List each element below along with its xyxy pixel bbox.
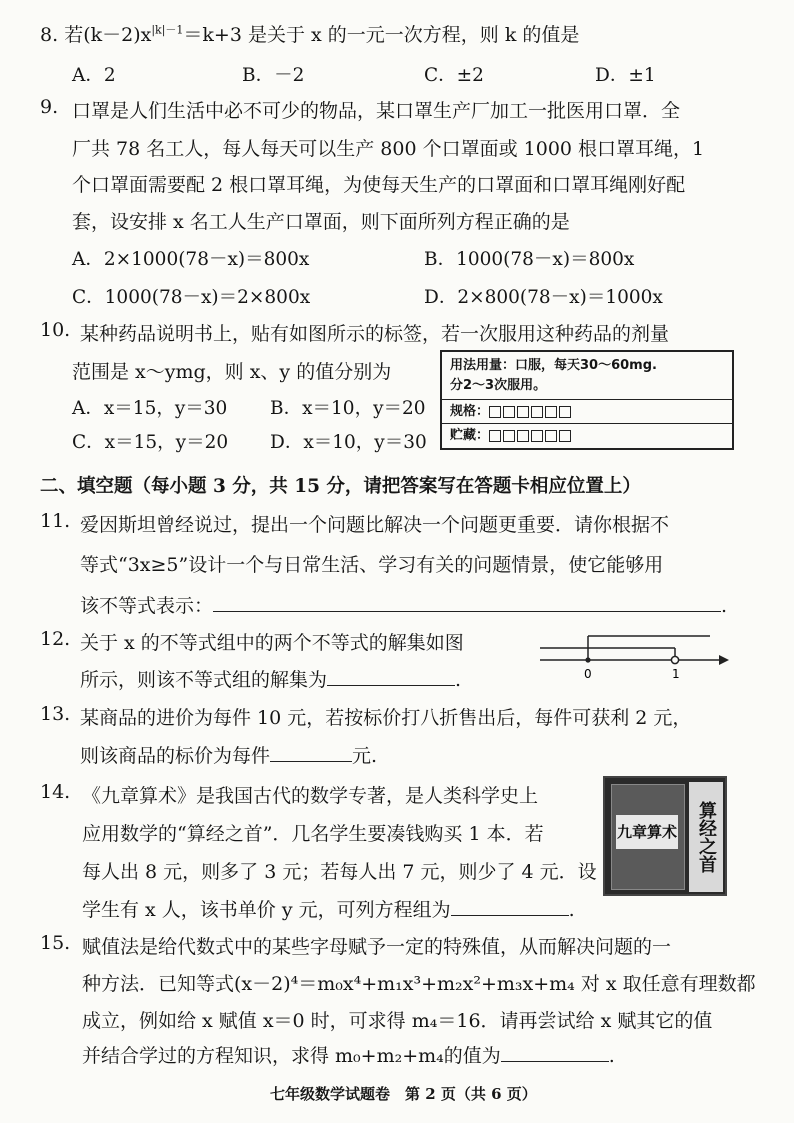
q13-number: 13. <box>40 703 71 725</box>
medicine-label <box>440 350 734 450</box>
q9-line-3: 个口罩面需要配 2 根口罩耳绳，为使每天生产的口罩面和口罩耳绳刚好配 <box>72 174 686 196</box>
q8-text-b: ＝k+3 是关于 x 的一元一次方程，则 k 的值是 <box>183 24 580 46</box>
book-cover-image <box>603 776 727 896</box>
q15-number: 15. <box>40 932 71 954</box>
q8-text-a: 若(k－2)x <box>64 24 152 46</box>
q8-number: 8. <box>40 24 59 46</box>
q11-line-2: 等式“3x≥5”设计一个与日常生活、学习有关的问题情景，使它能够用 <box>80 554 664 576</box>
q15-end: . <box>608 1045 615 1067</box>
q9-option-d: D．2×800(78－x)＝1000x <box>424 287 663 308</box>
q9-line-1: 口罩是人们生活中必不可少的物品，某口罩生产厂加工一批医用口罩．全 <box>72 100 681 122</box>
q10-option-b: B．x＝10，y＝20 <box>270 398 426 419</box>
q15-line-4-text: 并结合学过的方程知识，求得 m₀+m₂+m₄的值为 <box>82 1045 501 1067</box>
label-usage-row <box>442 352 732 400</box>
q13-line-2-end: 元. <box>352 745 378 767</box>
q13-line-2 <box>80 741 377 768</box>
book-side-title: 算经之首 <box>689 782 723 892</box>
q8-stem <box>40 20 579 47</box>
q12-line-2-text: 所示，则该不等式组的解集为 <box>80 669 328 691</box>
q9-option-c: C．1000(78－x)＝2×800x <box>72 287 311 308</box>
q10-option-a: A．x＝15，y＝30 <box>72 398 228 419</box>
q12-line-2 <box>80 665 461 692</box>
label-spec-row <box>442 400 732 424</box>
q11-line-3-text: 该不等式表示： <box>80 595 214 617</box>
section-2-title: 二、填空题（每小题 3 分，共 15 分，请把答案写在答题卡相应位置上） <box>40 476 641 497</box>
q12-answer-blank <box>327 667 455 686</box>
q11-line-3 <box>80 591 727 618</box>
q15-answer-blank <box>501 1043 609 1062</box>
q14-line-2: 应用数学的“算经之首”．几名学生要凑钱购买 1 本．若 <box>82 823 544 845</box>
q11-end: . <box>721 595 728 617</box>
q14-line-4 <box>82 895 575 922</box>
label-storage-row <box>442 424 732 448</box>
q8-option-b: B．－2 <box>242 65 305 86</box>
number-line-arrow <box>719 655 729 665</box>
q15-line-2: 种方法．已知等式(x－2)⁴＝m₀x⁴+m₁x³+m₂x²+m₃x+m₄ 对 x 取任意有理数都 <box>82 973 756 995</box>
page-footer: 七年级数学试题卷 第 2 页（共 6 页） <box>270 1085 537 1103</box>
q10-line-1: 某种药品说明书上，贴有如图所示的标签，若一次服用这种药品的剂量 <box>80 323 670 345</box>
q9-option-a: A．2×1000(78－x)＝800x <box>72 249 310 270</box>
q9-line-2: 厂共 78 名工人，每人每天可以生产 800 个口罩面或 1000 根口罩耳绳，1 <box>72 138 705 160</box>
q13-line-2-text: 则该商品的标价为每件 <box>80 745 271 767</box>
q8-exponent: |k|－1 <box>151 23 184 37</box>
q10-option-c: C．x＝15，y＝20 <box>72 432 229 453</box>
q15-line-4 <box>82 1041 615 1068</box>
q14-line-4-text: 学生有 x 人，该书单价 y 元，可列方程组为 <box>82 899 451 921</box>
q14-answer-blank <box>451 897 569 916</box>
q14-end: . <box>568 899 575 921</box>
q12-number: 12. <box>40 628 71 650</box>
q10-number: 10. <box>40 319 71 341</box>
q11-number: 11. <box>40 510 71 532</box>
q13-answer-blank <box>270 743 352 762</box>
label-spec-text: 规格： <box>450 404 490 419</box>
q11-line-1: 爱因斯坦曾经说过，提出一个问题比解决一个问题更重要．请你根据不 <box>80 514 670 536</box>
q10-line-2: 范围是 x～ymg，则 x、y 的值分别为 <box>72 361 392 383</box>
label-storage-text: 贮藏： <box>450 428 490 443</box>
q9-number: 9. <box>40 96 59 118</box>
open-circle-point <box>671 656 678 663</box>
number-line-figure <box>535 622 735 682</box>
q15-line-1: 赋值法是给代数式中的某些字母赋予一定的特殊值，从而解决问题的一 <box>82 936 672 958</box>
q14-line-1: 《九章算术》是我国古代的数学专著，是人类科学史上 <box>82 785 539 807</box>
tick-label-0: 0 <box>584 667 592 681</box>
label-usage-line-1: 用法用量：口服，每天30～60mg. <box>450 358 657 373</box>
q14-number: 14. <box>40 781 71 803</box>
q15-line-3: 成立，例如给 x 赋值 x＝0 时，可求得 m₄＝16．请再尝试给 x 赋其它的值 <box>82 1010 713 1032</box>
q8-option-d: D．±1 <box>595 65 656 86</box>
q9-line-4: 套，设安排 x 名工人生产口罩面，则下面所列方程正确的是 <box>72 211 570 233</box>
q13-line-1: 某商品的进价为每件 10 元，若按标价打八折售出后，每件可获利 2 元， <box>80 707 692 729</box>
q12-line-1: 关于 x 的不等式组中的两个不等式的解集如图 <box>80 632 464 654</box>
q10-option-d: D．x＝10，y＝30 <box>270 432 427 453</box>
q12-end: . <box>455 669 462 691</box>
tick-label-1: 1 <box>672 667 680 681</box>
label-usage-line-2: 分2～3次服用。 <box>450 378 547 393</box>
q8-option-c: C．±2 <box>424 65 484 86</box>
book-front <box>611 784 685 890</box>
q8-option-a: A．2 <box>72 65 116 86</box>
solid-point <box>585 657 590 662</box>
q9-option-b: B．1000(78－x)＝800x <box>424 249 635 270</box>
book-title: 九章算术 <box>616 815 678 849</box>
q11-answer-blank <box>213 593 721 612</box>
q14-line-3: 每人出 8 元，则多了 3 元；若每人出 7 元，则少了 4 元．设 <box>82 861 597 883</box>
